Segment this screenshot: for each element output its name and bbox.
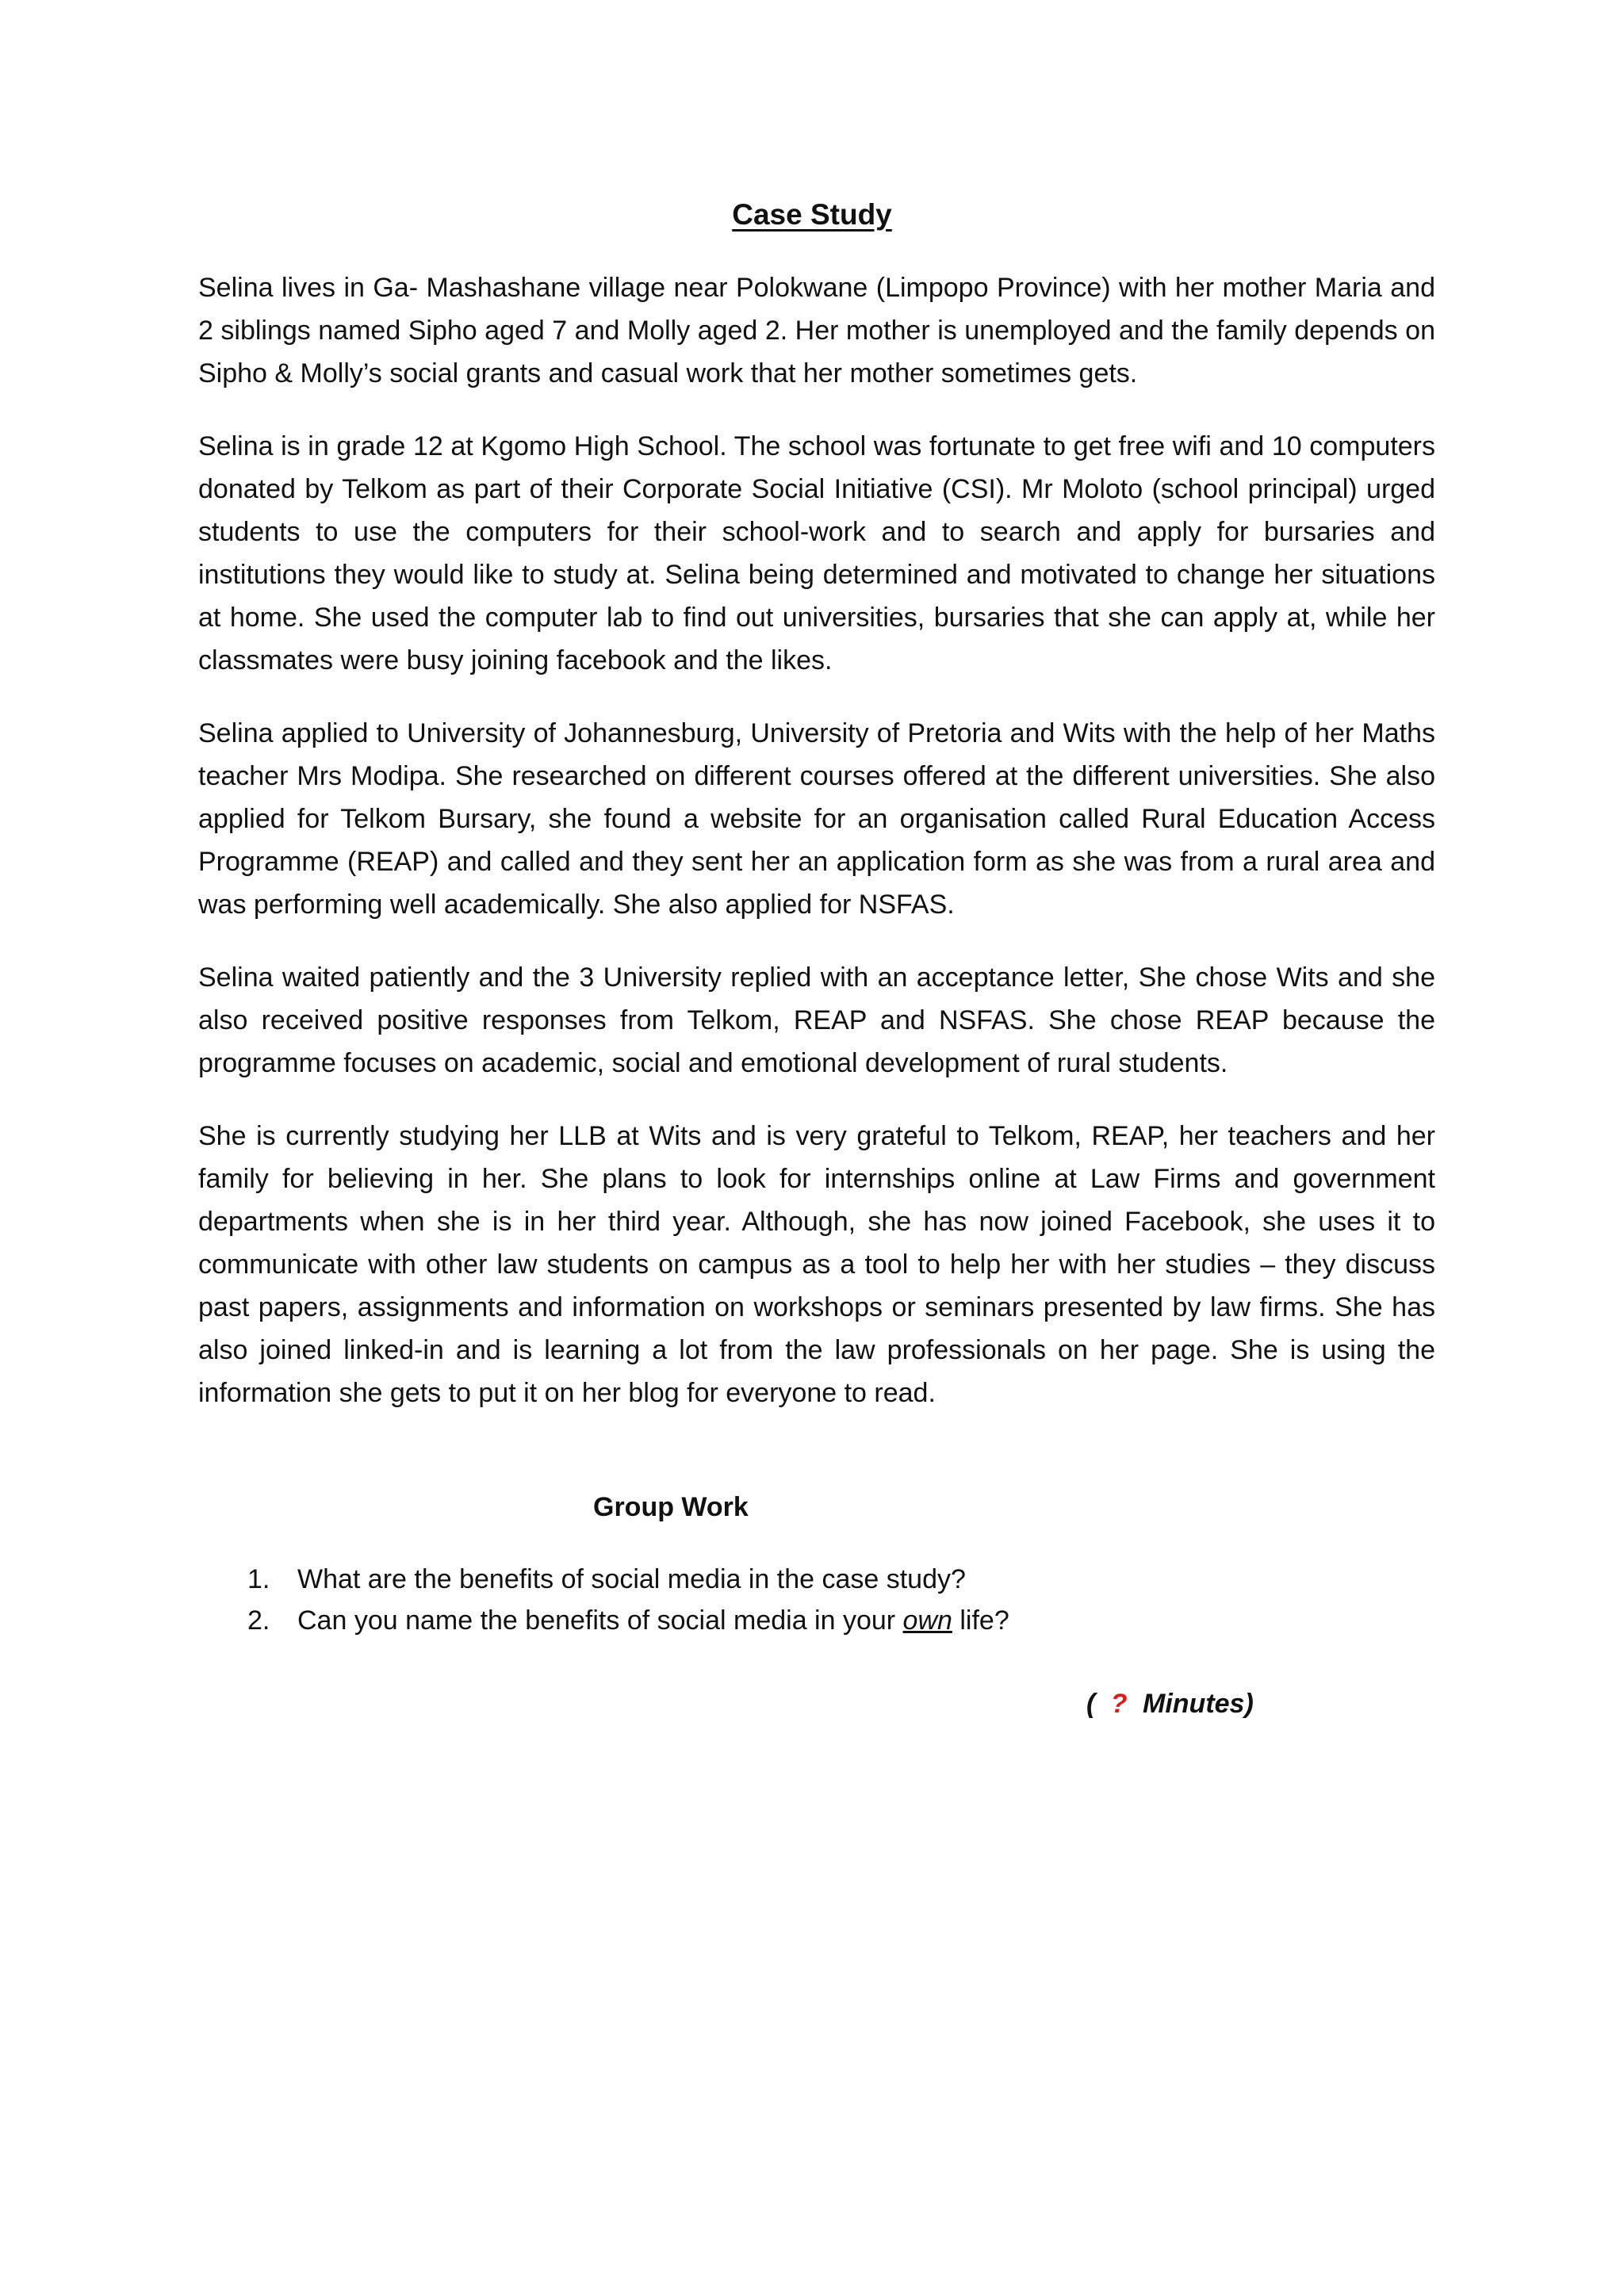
case-study-body [198, 266, 1435, 1445]
time-open-paren: ( [1086, 1689, 1096, 1719]
question-item [247, 1559, 1437, 1600]
time-label: Minutes) [1143, 1689, 1254, 1719]
question-text [297, 1600, 1009, 1641]
paragraph: Selina lives in Ga- Mashashane village near Polokwane (Limpopo Province) with her mother Maria and 2 siblings named Sipho aged 7 and Molly aged 2. Her mother is unemployed and the family depends on Sipho & Molly’s social grants and casual work that her mother sometimes gets. [198, 273, 1435, 388]
question-number: 1. [247, 1564, 270, 1594]
question-number: 2. [247, 1605, 270, 1636]
page-title: Case Study [732, 198, 892, 231]
paragraph: Selina applied to University of Johannesburg, University of Pretoria and Wits with the help of her Maths teacher Mrs Modipa. She researched on different courses offered at the different universities. She also applied for Telkom Bursary, she found a website for an organisation called Rural Education Access Programme (REAP) and called and they sent her an application form as she was from a rural area and was performing well academically. She also applied for NSFAS. [198, 718, 1435, 920]
paragraph: Selina is in grade 12 at Kgomo High School. The school was fortunate to get free wifi and 10 computers donated by Telkom as part of their Corporate Social Initiative (CSI). Mr Moloto (school principal) urged students to use the computers for their school-work and to search and apply for bursaries and institutions they would like to study at. Selina being determined and motivated to change her situations at home. She used the computer lab to find out universities, bursaries that she can apply at, while her classmates were busy joining facebook and the likes. [198, 431, 1435, 675]
paragraph: She is currently studying her LLB at Wits and is very grateful to Telkom, REAP, her teachers and her family for believing in her. She plans to look for internships online at Law Firms and government departments when she is in her third year. Although, she has now joined Facebook, she uses it to communicate with other law students on campus as a tool to help her with her studies – they discuss past papers, assignments and information on workshops or seminars presented by law firms. She has also joined linked-in and is learning a lot from the law professionals on her page. She is using the information she gets to put it on her blog for everyone to read. [198, 1121, 1435, 1408]
question-text-start: Can you name the benefits of social media in your [297, 1605, 903, 1636]
time-allocation [1086, 1689, 1254, 1720]
paragraph: Selina waited patiently and the 3 University replied with an acceptance letter, She chose Wits and she also received positive responses from Telkom, REAP and NSFAS. She chose REAP because the programme focuses on academic, social and emotional development of rural students. [198, 962, 1435, 1078]
question-item [247, 1600, 1437, 1641]
group-work-heading: Group Work [593, 1492, 749, 1522]
question-list [247, 1559, 1437, 1641]
question-emphasis: own [902, 1605, 952, 1636]
question-text-end: life? [952, 1605, 1009, 1636]
time-placeholder-mark: ? [1110, 1689, 1128, 1719]
question-text: What are the benefits of social media in the case study? [297, 1564, 966, 1594]
